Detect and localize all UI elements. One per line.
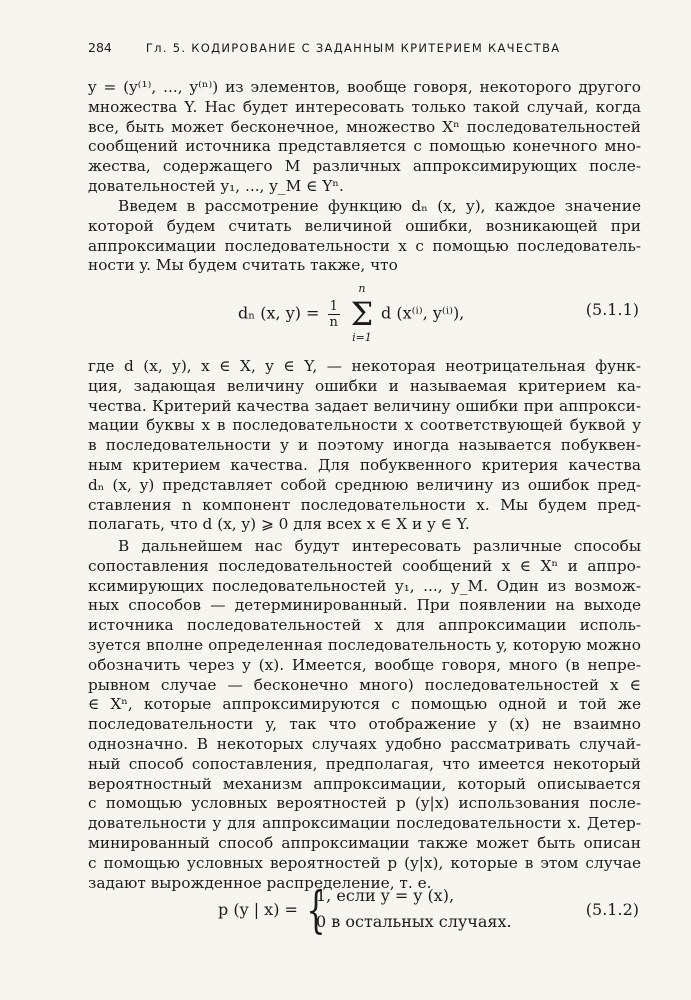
text-line: чества. Критерий качества задает величину ошибки при аппрокси- bbox=[88, 396, 641, 415]
text-line: Введем в рассмотрение функцию dₙ (x, y), каждое значение bbox=[118, 197, 641, 215]
text-line: рывном случае — бесконечно много) последовательностей x ∈ bbox=[88, 675, 641, 694]
text-line: минированный способ аппроксимации также может быть описан bbox=[88, 833, 641, 852]
text-line: мации буквы x в последовательности x соответствующей буквой y bbox=[88, 416, 641, 435]
eq1-frac-num: 1 bbox=[329, 298, 338, 314]
sigma-symbol: n Σ i=1 bbox=[348, 298, 376, 330]
equation-5-1-1-body bbox=[238, 282, 465, 344]
equation-number: (5.1.1) bbox=[585, 300, 639, 319]
text-line: которой будем считать величиной ошибки, возникающей при bbox=[88, 216, 641, 235]
eq1-rhs: d (x⁽ⁱ⁾, y⁽ⁱ⁾), bbox=[381, 303, 465, 323]
text-line: ности y. Мы будем считать также, что bbox=[88, 256, 398, 275]
text-line: ставления n компонент последовательности x. Мы будем пред- bbox=[88, 495, 641, 514]
text-line: где d (x, y), x ∈ X, y ∈ Y, — некоторая неотрицательная функ- bbox=[88, 357, 641, 375]
eq2-case-1: 1, если y = y (x), bbox=[316, 886, 455, 905]
text-line: однозначно. В некоторых случаях удобно рассматривать случай- bbox=[88, 734, 641, 753]
text-line: y = (y⁽¹⁾, ..., y⁽ⁿ⁾) из элементов, вообще говоря, некоторого другого bbox=[88, 78, 641, 96]
sum-upper-limit: n bbox=[358, 282, 366, 295]
text-line: вероятностный механизм аппроксимации, который описывается bbox=[88, 774, 641, 793]
running-title: Гл. 5. КОДИРОВАНИЕ С ЗАДАННЫМ КРИТЕРИЕМ КАЧЕСТВА bbox=[145, 41, 561, 55]
page-number: 284 bbox=[88, 40, 112, 55]
sum-lower-limit: i=1 bbox=[352, 331, 372, 344]
eq1-fraction bbox=[328, 299, 340, 330]
equation-number: (5.1.2) bbox=[585, 900, 639, 919]
text-line: жества, содержащего M различных аппроксимирующих после- bbox=[88, 157, 641, 176]
text-line: с помощью условных вероятностей p (y|x) использования после- bbox=[88, 794, 641, 813]
text-line: довательностей y₁, ..., y_M ∈ Yⁿ. bbox=[88, 176, 344, 195]
text-line: множества Y. Нас будет интересовать только такой случай, когда bbox=[88, 97, 641, 116]
text-line: зуется вполне определенная последовательность y, которую можно bbox=[88, 635, 641, 654]
eq2-lhs: p (y | x) = bbox=[218, 900, 298, 919]
text-line: последовательности y, так что отображение y (x) не взаимно bbox=[88, 715, 641, 734]
text-line: ный способ сопоставления, предполагая, что имеется некоторый bbox=[88, 754, 641, 773]
paragraph-4 bbox=[88, 537, 641, 893]
text-line: в последовательности y и поэтому иногда называется побуквен- bbox=[88, 436, 641, 455]
eq2-case-2: 0 в остальных случаях. bbox=[316, 912, 512, 931]
eq1-frac-den: n bbox=[329, 314, 338, 330]
text-line: сопоставления последовательностей сообщений x ∈ Xⁿ и аппро- bbox=[88, 556, 641, 575]
text-line: ксимирующих последовательностей y₁, ..., y_M. Один из возмож- bbox=[88, 576, 641, 595]
text-line: полагать, что d (x, y) ⩾ 0 для всех x ∈ X и y ∈ Y. bbox=[88, 515, 470, 534]
text-line: довательности y для аппроксимации последовательности x. Детер- bbox=[88, 814, 641, 833]
paragraph-2 bbox=[88, 197, 641, 276]
equation-5-1-1 bbox=[88, 282, 641, 352]
text-line: аппроксимации последовательности x с помощью последователь- bbox=[88, 236, 641, 255]
text-line: сообщений источника представляется с помощью конечного мно- bbox=[88, 137, 641, 156]
text-line: обозначить через y (x). Имеется, вообще говоря, много (в непре- bbox=[88, 655, 641, 674]
text-line: ным критерием качества. Для побуквенного критерия качества bbox=[88, 455, 641, 474]
text-line: ∈ Xⁿ, которые аппроксимируются с помощью одной и той же bbox=[88, 695, 641, 714]
text-line: задают вырожденное распределение, т. е. bbox=[88, 873, 432, 892]
paragraph-3 bbox=[88, 357, 641, 535]
text-line: ция, задающая величину ошибки и называемая критерием ка- bbox=[88, 376, 641, 395]
eq1-lhs: dₙ (x, y) = bbox=[238, 303, 320, 323]
text-line: ных способов — детерминированный. При появлении на выходе bbox=[88, 596, 641, 615]
text-line: dₙ (x, y) представляет собой среднюю величину из ошибок пред- bbox=[88, 475, 641, 494]
running-header bbox=[88, 40, 641, 55]
text-line: все, быть может бесконечное, множество Xⁿ последовательностей bbox=[88, 117, 641, 136]
left-brace: { bbox=[306, 881, 326, 939]
text-line: источника последовательностей x для аппроксимации исполь- bbox=[88, 616, 641, 635]
text-line: с помощью условных вероятностей p (y|x), которые в этом случае bbox=[88, 853, 641, 872]
paragraph-1 bbox=[88, 78, 641, 197]
text-line: В дальнейшем нас будут интересовать различные способы bbox=[118, 537, 641, 555]
